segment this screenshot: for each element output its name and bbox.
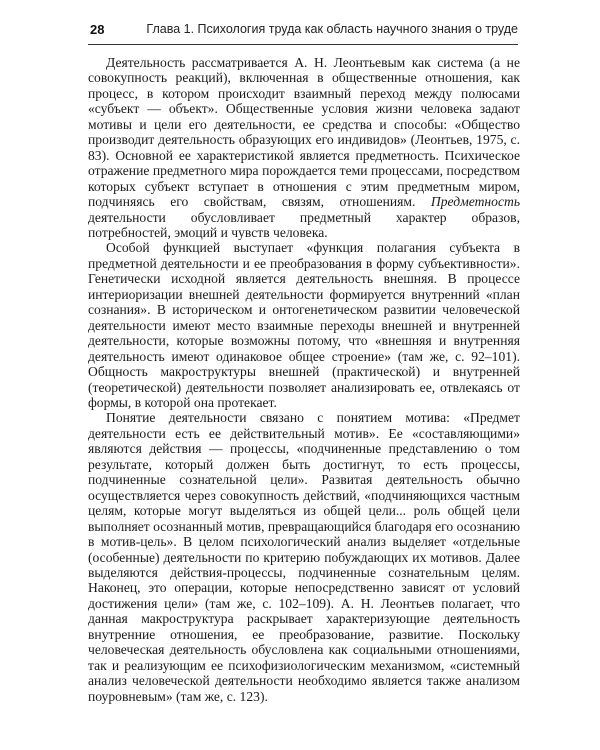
paragraph-2: Особой функцией выступает «функция полагания субъекта в предметной деятельности и ее преобразования в форму субъективности». Генетически исходной является деятельность внешняя. В процессе интериоризации внешней деятельности формируется внутренний «план сознания». В историческом и онтогенетическом развитии человеческой деятельности имеют место взаимные переходы внешней и внутренней деятельности, которые возможны потому, что «внешняя и внутренняя деятельность имеют одинаковое общее строение» (там же, с. 92–101). Общность макроструктуры внешней (практической) и внутренней (теоретической) деятельности позволяет анализировать ее, отвлекаясь от формы, в которой она протекает.	[88, 240, 520, 410]
paragraph-3: Понятие деятельности связано с понятием мотива: «Предмет деятельности есть ее действительный мотив». Ее «составляющими» являются действия — процессы, «подчиненные представлению о том результате, который должен быть достигнут, то есть процессы, подчиненные сознательной цели». Развитая деятельность обычно осуществляется через совокупность действий, «подчиняющихся частным целям, которые могут выделяться из общей цели... роль общей цели выполняет осознанный мотив, превращающийся благодаря его осознанию в мотив-цель». В целом психологический анализ выделяет «отдельные (особенные) деятельности по критерию побуждающих их мотивов. Далее выделяются действия-процессы, подчиненные сознательным целям. Наконец, это операции, которые непосредственно зависят от условий достижения цели» (там же, с. 102–109). А. Н. Леонтьев полагает, что данная макроструктура раскрывает характеризующие деятельность внутренние отношения, ее преобразование, развитие. Поскольку человеческая деятельность обусловлена как социальными отношениями, так и реализующим ее психофизиологическим механизмом, «системный анализ человеческой деятельности необходимо является также анализом поуровневым» (там же, с. 123).	[88, 410, 520, 704]
page-header	[88, 20, 518, 45]
running-head: Глава 1. Психология труда как область научного знания о труде	[146, 22, 518, 36]
paragraph-1	[88, 55, 520, 240]
paragraph-1-text-end: деятельности обусловливает предметный характер образов, потребностей, эмоций и чувств человека.	[88, 209, 520, 240]
paragraph-1-emphasis: Предметность	[430, 194, 520, 210]
body-text	[88, 55, 520, 704]
paragraph-1-text: Деятельность рассматривается А. Н. Леонтьевым как система (а не совокупность реакций), включенная в общественные отношения, как процесс, в котором происходит взаимный переход между полюсами «субъект — объект». Общественные условия жизни человека задают мотивы и цели его деятельности, ее средства и способы: «Общество производит деятельность образующих его индивидов» (Леонтьев, 1975, с. 83). Основной ее характеристикой является предметность. Психическое отражение предметного мира порождается теми процессами, посредством которых субъект вступает в отношения с этим предметным миром, подчиняясь его свойствам, связям, отношениям.	[88, 55, 520, 210]
page-number: 28	[90, 22, 105, 37]
